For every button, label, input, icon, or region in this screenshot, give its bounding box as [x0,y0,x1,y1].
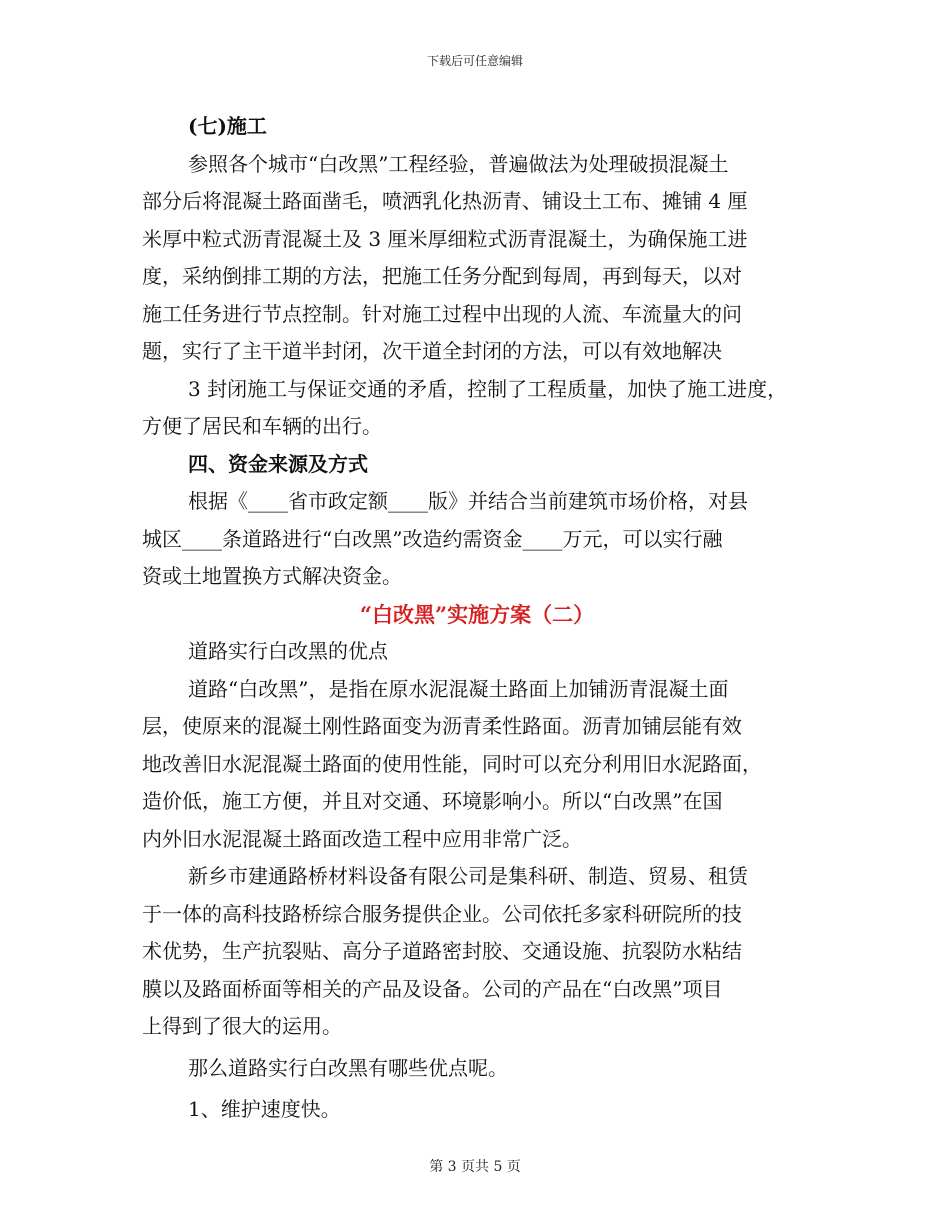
paragraph-line: 膜以及路面桥面等相关的产品及设备。公司的产品在“白改黑”项目 [142,976,723,1001]
paragraph-line: 上得到了很大的运用。 [142,1014,342,1038]
paragraph-line: 于一体的高科技路桥综合服务提供企业。公司依托多家科研院所的技 [142,901,742,926]
page-header: 下载后可任意编辑 [426,54,523,68]
paragraph-line: 道路“白改黑”，是指在原水泥混凝土路面上加铺沥青混凝土面 [188,676,729,701]
paragraph-line: 术优势，生产抗裂贴、高分子道路密封胶、交通设施、抗裂防水粘结 [142,939,742,963]
list-item-point-1: 1、维护速度快。 [188,1097,341,1121]
paragraph-line: 方便了居民和车辆的出行。 [142,414,382,438]
paragraph-line: 部分后将混凝土路面凿毛，喷洒乳化热沥青、铺设土工布、摊铺 4 厘 [142,189,748,213]
document-body [142,108,832,1129]
paragraph-line: 度，采纳倒排工期的方法，把施工任务分配到每周，再到每天，以对 [142,264,742,288]
paragraph-line: 造价低，施工方便，并且对交通、环境影响小。所以“白改黑”在国 [142,789,723,813]
paragraph-line: 米厚中粒式沥青混凝土及 3 厘米厚细粒式沥青混凝土，为确保施工进 [142,226,748,251]
subtitle-advantages: 道路实行白改黑的优点 [188,639,388,663]
paragraph-line: 内外旧水泥混凝土路面改造工程中应用非常广泛。 [142,826,582,851]
paragraph-line: 题，实行了主干道半封闭，次干道全封闭的方法，可以有效地解决 [142,339,722,363]
page-footer: 第 3 页共 5 页 [429,1159,521,1175]
paragraph-line: 城区____条道路进行“白改黑”改造约需资金____万元，可以实行融 [142,526,723,551]
question-line: 那么道路实行白改黑有哪些优点呢。 [188,1055,508,1080]
paragraph-line: 参照各个城市“白改黑”工程经验，普遍做法为处理破损混凝土 [188,151,729,176]
paragraph-line: 根据《____省市政定额____版》并结合当前建筑市场价格，对县 [188,489,748,513]
paragraph-line: 资或土地置换方式解决资金。 [142,564,402,588]
document-title: “白改黑”实施方案（二） [359,601,595,627]
paragraph-line: 地改善旧水泥混凝土路面的使用性能，同时可以充分利用旧水泥路面， [142,751,762,776]
section-heading-funding: 四、资金来源及方式 [188,451,368,476]
paragraph-line: 施工任务进行节点控制。针对施工过程中出现的人流、车流量大的问 [142,301,742,326]
paragraph-line: 新乡市建通路桥材料设备有限公司是集科研、制造、贸易、租赁 [188,864,748,888]
section-heading-construction: (七)施工 [188,114,267,138]
paragraph-line: 3 封闭施工与保证交通的矛盾，控制了工程质量，加快了施工进度， [188,376,788,401]
paragraph-line: 层，使原来的混凝土刚性路面变为沥青柔性路面。沥青加铺层能有效 [142,714,742,738]
